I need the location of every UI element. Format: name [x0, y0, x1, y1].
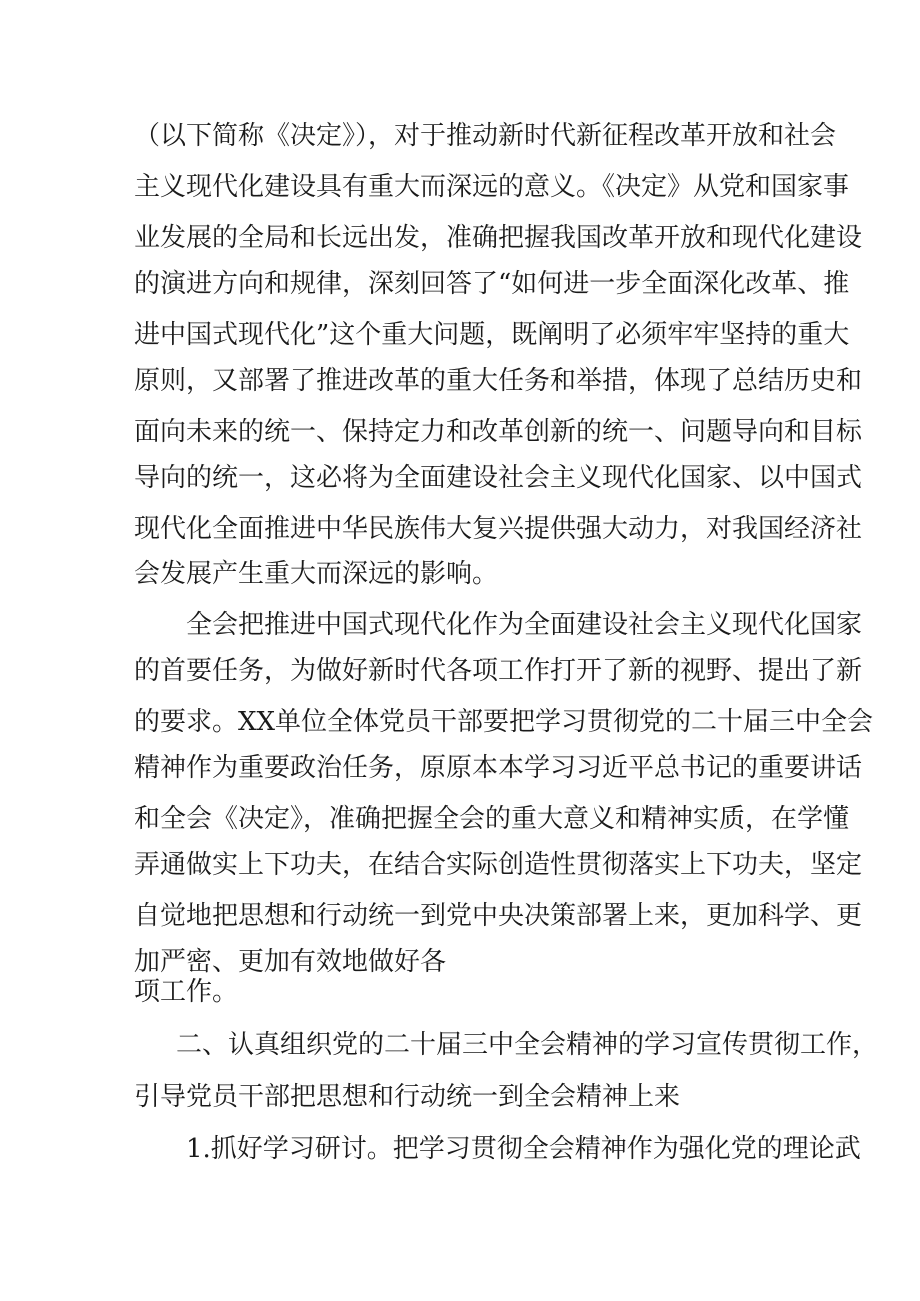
text-line: 的演进方向和规律，深刻回答了“如何进一步全面深化改革、推 [134, 269, 850, 299]
text-line: 的要求。XX单位全体党员干部要把学习贯彻党的二十届三中全会 [134, 707, 874, 737]
text-line: （以下简称《决定》），对于推动新时代新征程改革开放和社会 [134, 121, 837, 151]
text-line: 的首要任务，为做好新时代各项工作打开了新的视野、提出了新 [134, 656, 863, 686]
text-line: 弄通做实上下功夫，在结合实际创造性贯彻落实上下功夫，坚定 [134, 850, 863, 880]
text-line: 项工作。 [134, 977, 239, 1007]
text-line: 精神作为重要政治任务，原原本本学习习近平总书记的重要讲话 [134, 753, 863, 783]
paragraph-first-line: 全会把推进中国式现代化作为全面建设社会主义现代化国家 [186, 610, 863, 640]
text-line: 主义现代化建设具有重大而深远的意义。《决定》从党和国家事 [134, 172, 850, 202]
section-heading-line: 引导党员干部把思想和行动统一到全会精神上来 [134, 1082, 681, 1112]
text-line: 进中国式现代化”这个重大问题，既阐明了必须牢牢坚持的重大 [134, 320, 850, 350]
text-line: 和全会《决定》，准确把握全会的重大意义和精神实质，在学懂 [134, 804, 850, 834]
text-line: 业发展的全局和长远出发，准确把握我国改革开放和现代化建设 [134, 223, 863, 253]
text-line: 加严密、更加有效地做好各 [134, 947, 447, 977]
text-line: 现代化全面推进中华民族伟大复兴提供强大动力，对我国经济社 [134, 514, 863, 544]
text-line: 面向未来的统一、保持定力和改革创新的统一、问题导向和目标 [134, 417, 863, 447]
text-line: 自觉地把思想和行动统一到党中央决策部署上来，更加科学、更 [134, 901, 863, 931]
numbered-item-line: 1.抓好学习研讨。把学习贯彻全会精神作为强化党的理论武 [186, 1134, 861, 1164]
section-heading-line: 二、认真组织党的二十届三中全会精神的学习宣传贯彻工作， [176, 1030, 879, 1060]
text-line: 原则，又部署了推进改革的重大任务和举措，体现了总结历史和 [134, 366, 863, 396]
text-line: 会发展产生重大而深远的影响。 [134, 559, 499, 589]
text-line: 导向的统一，这必将为全面建设社会主义现代化国家、以中国式 [134, 463, 863, 493]
